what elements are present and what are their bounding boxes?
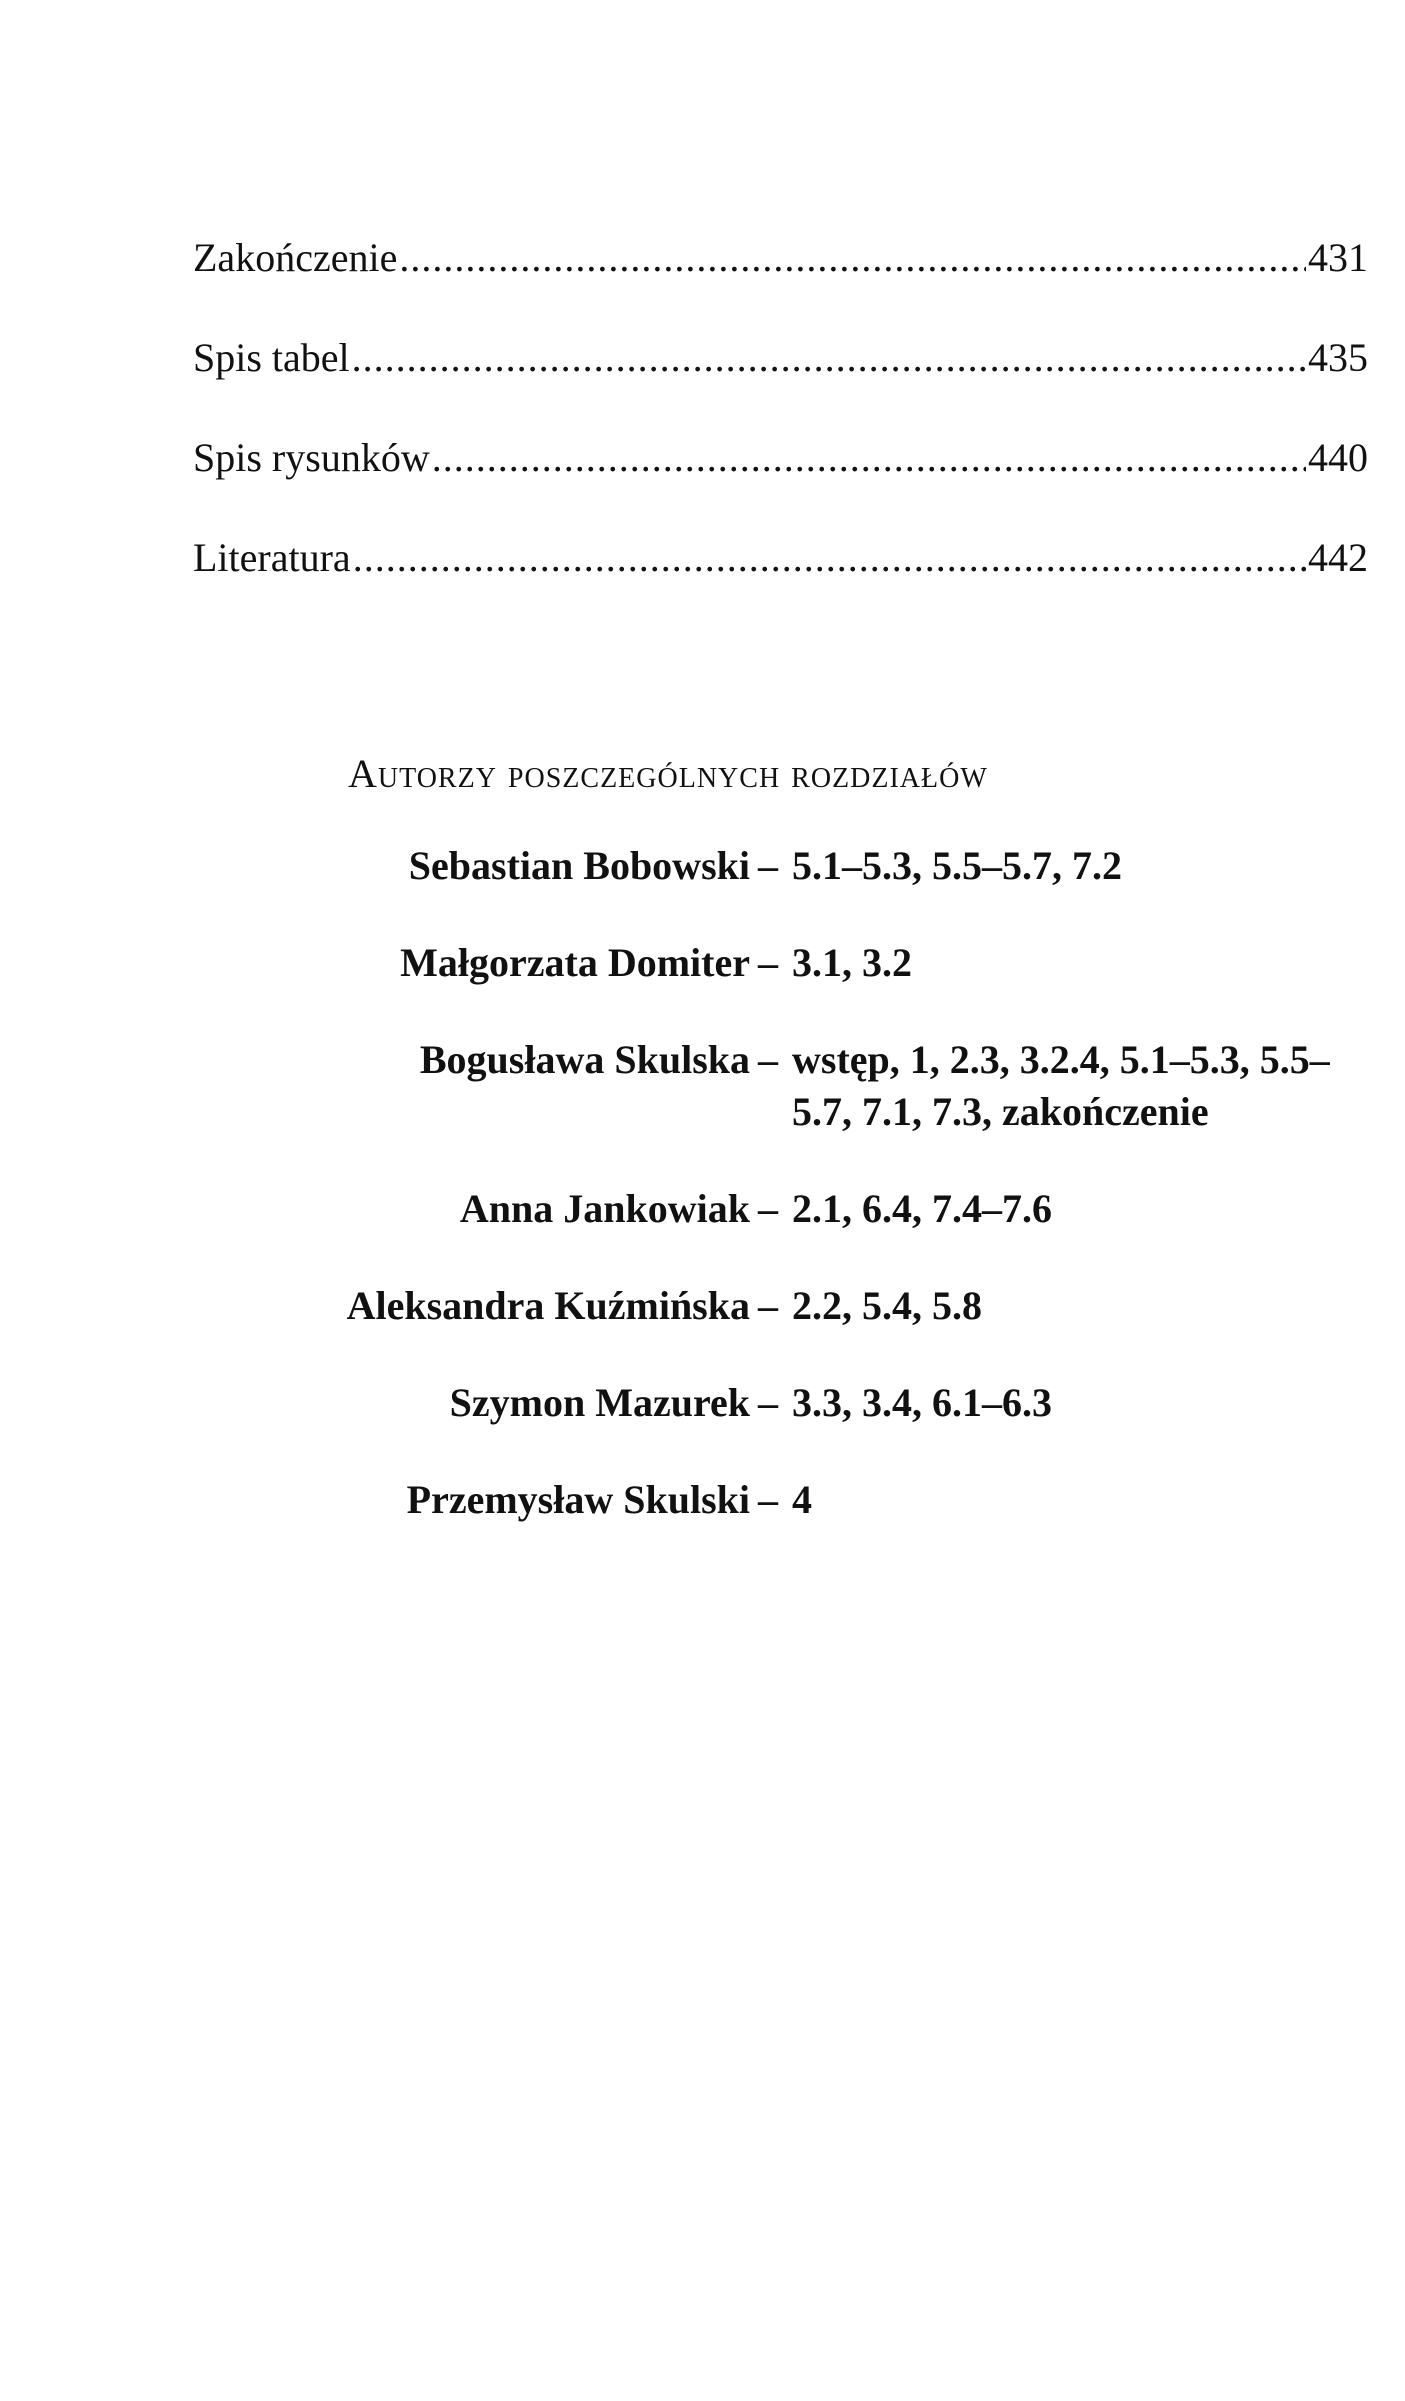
toc-page-number: 435 <box>1308 338 1368 380</box>
author-row <box>200 1377 1380 1429</box>
author-row <box>200 1474 1380 1526</box>
toc-entry-zakonczenie[interactable] <box>193 238 1368 338</box>
toc-page-number: 442 <box>1308 538 1368 580</box>
table-of-contents <box>193 238 1368 638</box>
author-name: Aleksandra Kuźmińska <box>346 1283 750 1328</box>
author-separator: – <box>758 940 778 985</box>
author-chapters: 2.1, 6.4, 7.4–7.6 <box>792 1186 1052 1231</box>
authors-heading: Autorzy poszczególnych rozdziałów <box>348 751 988 796</box>
author-row <box>200 840 1380 892</box>
author-name: Bogusława Skulska <box>419 1037 750 1082</box>
toc-page-number: 440 <box>1308 438 1368 480</box>
author-chapters: 3.1, 3.2 <box>792 940 912 985</box>
author-separator: – <box>758 1186 778 1231</box>
author-name: Przemysław Skulski <box>406 1477 750 1522</box>
author-separator: – <box>758 1283 778 1328</box>
author-name: Sebastian Bobowski <box>408 843 750 888</box>
toc-entry-label: Spis tabel <box>193 338 350 380</box>
toc-leader-dots <box>399 238 1306 278</box>
toc-entry-literatura[interactable] <box>193 538 1368 638</box>
author-name: Anna Jankowiak <box>459 1186 750 1231</box>
author-name: Małgorzata Domiter <box>400 940 750 985</box>
toc-leader-dots <box>432 438 1306 478</box>
author-chapters: wstęp, 1, 2.3, 3.2.4, 5.1–5.3, 5.5–5.7, 7.1, 7.3, zakończenie <box>792 1037 1330 1134</box>
author-chapters: 2.2, 5.4, 5.8 <box>792 1283 982 1328</box>
toc-leader-dots <box>353 538 1306 578</box>
toc-entry-label: Zakończenie <box>193 238 398 280</box>
author-row <box>200 937 1380 989</box>
authors-list <box>200 840 1380 1571</box>
author-separator: – <box>758 1037 778 1082</box>
author-row <box>200 1280 1380 1332</box>
author-chapters: 5.1–5.3, 5.5–5.7, 7.2 <box>792 843 1122 888</box>
author-chapters: 3.3, 3.4, 6.1–6.3 <box>792 1380 1052 1425</box>
author-separator: – <box>758 1380 778 1425</box>
author-name: Szymon Mazurek <box>449 1380 750 1425</box>
author-separator: – <box>758 1477 778 1522</box>
author-chapters: 4 <box>792 1477 812 1522</box>
toc-entry-spis-tabel[interactable] <box>193 338 1368 438</box>
toc-entry-label: Spis rysunków <box>193 438 430 480</box>
toc-page-number: 431 <box>1308 238 1368 280</box>
author-row <box>200 1034 1380 1138</box>
author-separator: – <box>758 843 778 888</box>
author-row <box>200 1183 1380 1235</box>
toc-entry-spis-rysunkow[interactable] <box>193 438 1368 538</box>
toc-leader-dots <box>352 338 1306 378</box>
toc-entry-label: Literatura <box>193 538 351 580</box>
